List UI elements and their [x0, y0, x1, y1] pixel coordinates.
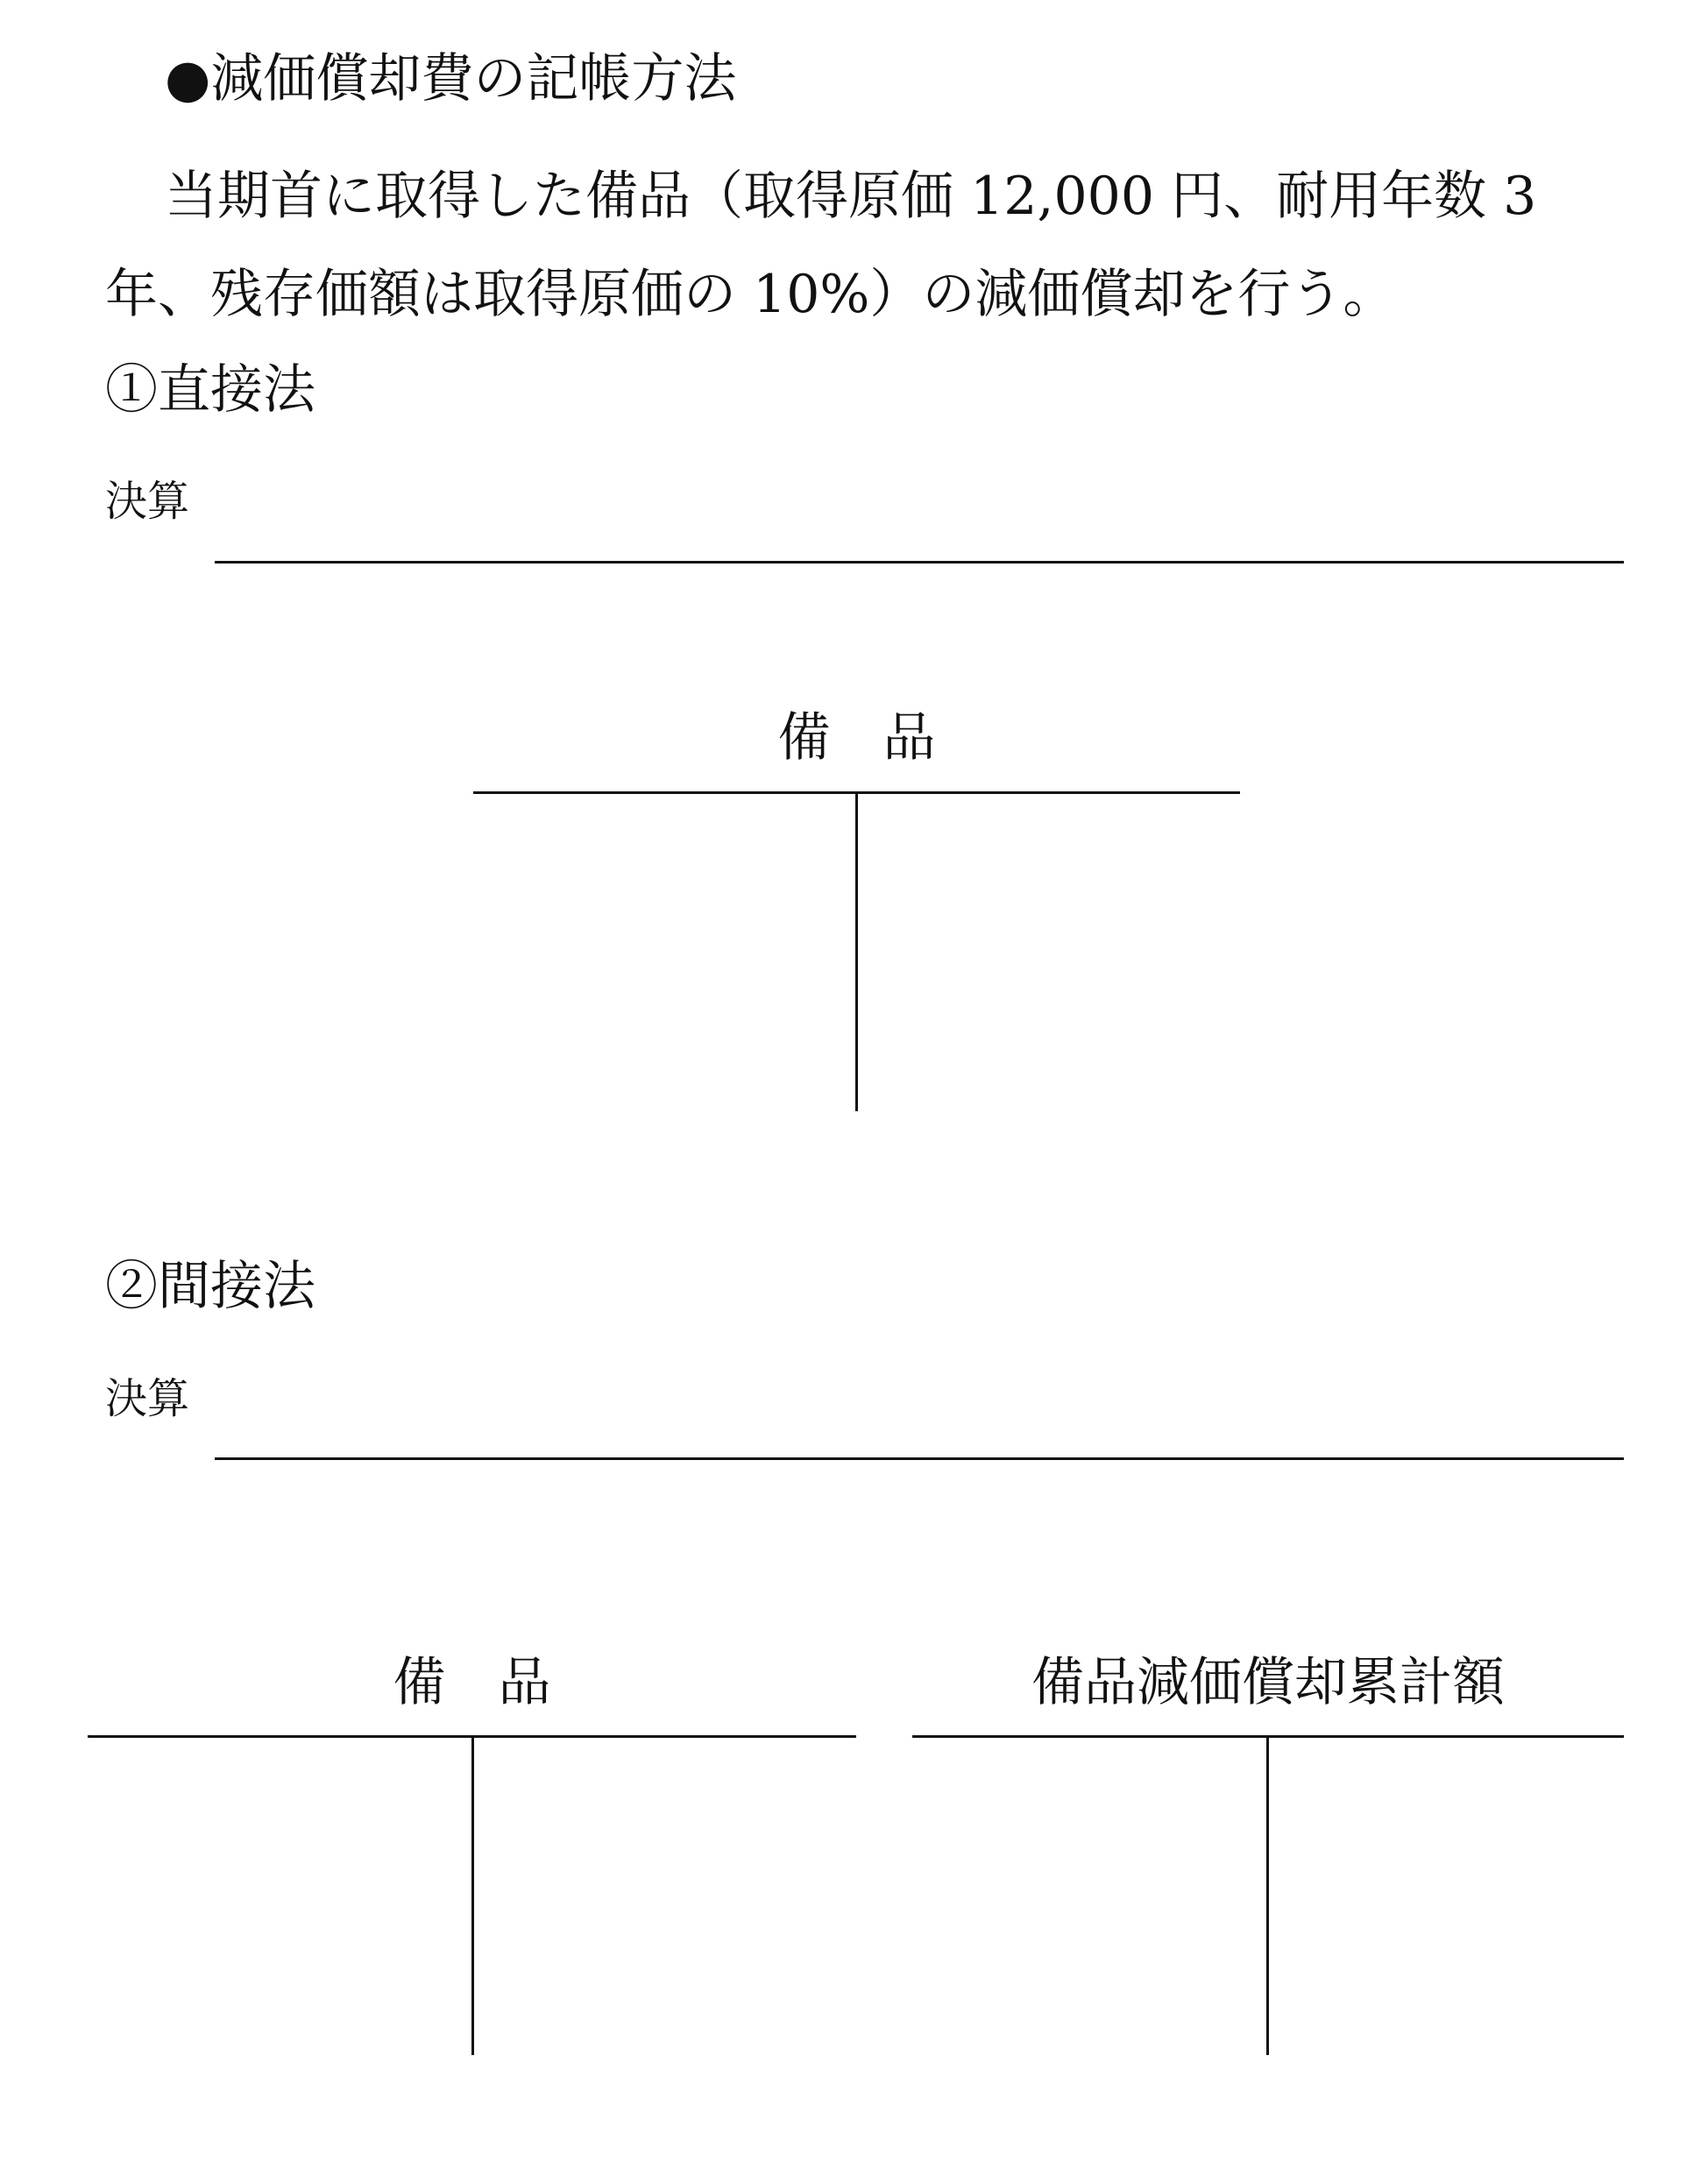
problem-line-1: 当期首に取得した備品（取得原価 12,000 円、耐用年数 3 — [165, 166, 1537, 227]
indirect-t-account-accumulated-depreciation-divider — [1266, 1735, 1269, 2055]
indirect-method-entry-line — [215, 1457, 1624, 1460]
direct-t-account-divider — [855, 791, 858, 1111]
indirect-t-account-equipment-divider — [471, 1735, 474, 2055]
problem-line-2: 年、残存価額は取得原価の 10%）の減価償却を行う。 — [105, 264, 1396, 325]
direct-method-title: ①直接法 — [105, 359, 315, 421]
direct-method-entry-label: 決算 — [105, 477, 190, 526]
page-title: ●減価償却費の記帳方法 — [165, 48, 737, 110]
indirect-method-title: ②間接法 — [105, 1256, 315, 1317]
indirect-t-account-equipment-title: 備 品 — [393, 1652, 551, 1713]
indirect-method-entry-label: 決算 — [105, 1374, 190, 1423]
direct-t-account-title: 備 品 — [777, 707, 936, 769]
indirect-t-account-accumulated-depreciation-title: 備品減価償却累計額 — [1031, 1652, 1505, 1713]
direct-method-entry-line — [215, 561, 1624, 564]
